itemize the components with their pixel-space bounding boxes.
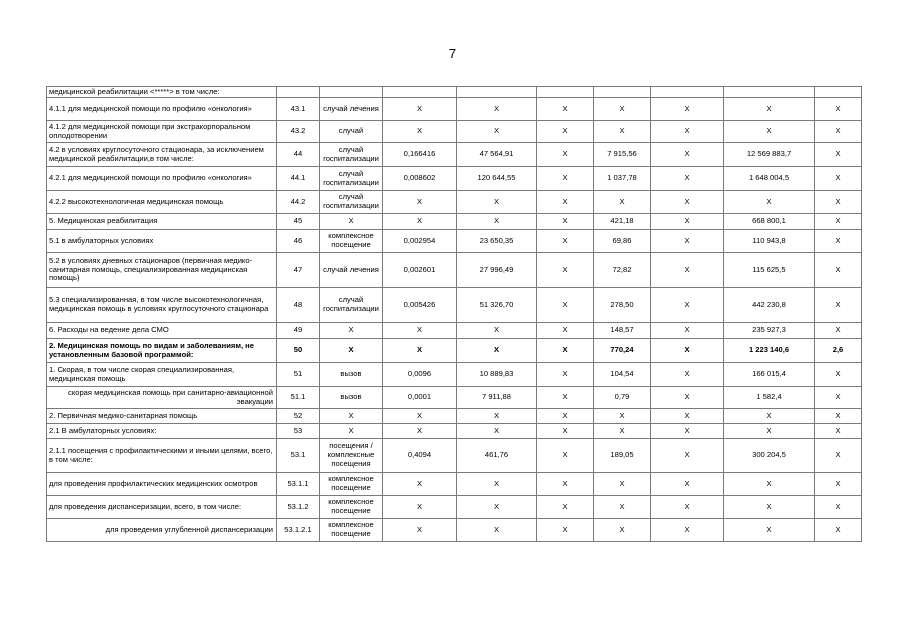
row-unit-cell: вызов [320, 387, 383, 409]
row-unit-cell: комплексное посещение [320, 496, 383, 519]
row-name-cell: 4.1.1 для медицинской помощи по профилю «онкология» [47, 98, 277, 121]
row-name-cell: 5.1 в амбулаторных условиях [47, 230, 277, 253]
row-per-capita-cell: X [594, 409, 651, 424]
row-col8-cell: X [651, 387, 724, 409]
row-rate-cell [383, 87, 457, 98]
row-rate-cell: X [383, 409, 457, 424]
table-row [47, 387, 862, 409]
row-code-cell: 53 [277, 424, 320, 439]
row-name-cell: скорая медицинская помощь при санитарно-авиационной эвакуации [47, 387, 277, 409]
row-name-cell: 2. Медицинская помощь по видам и заболеваниям, не установленным базовой программой: [47, 339, 277, 363]
row-total-cell: 300 204,5 [724, 439, 815, 473]
row-code-cell: 53.1.2.1 [277, 519, 320, 542]
row-name-cell: 5. Медицинская реабилитация [47, 214, 277, 230]
table-row [47, 98, 862, 121]
row-code-cell: 53.1.2 [277, 496, 320, 519]
row-rate-cell: 0,166416 [383, 143, 457, 167]
row-unit-cell: X [320, 424, 383, 439]
row-unit-cell: комплексное посещение [320, 519, 383, 542]
row-per-capita-cell: X [594, 519, 651, 542]
row-code-cell: 49 [277, 323, 320, 339]
row-rate-cell: X [383, 496, 457, 519]
row-total-cell: X [724, 424, 815, 439]
financing-table [46, 86, 862, 542]
row-col6-cell: X [537, 496, 594, 519]
table-row [47, 121, 862, 143]
row-col6-cell: X [537, 519, 594, 542]
row-name-cell: 1. Скорая, в том числе скорая специализированная, медицинская помощь [47, 363, 277, 387]
row-cost-cell: X [457, 496, 537, 519]
row-unit-cell: случай госпитализации [320, 191, 383, 214]
row-cost-cell [457, 87, 537, 98]
row-cost-cell: 27 996,49 [457, 253, 537, 288]
row-per-capita-cell: 104,54 [594, 363, 651, 387]
row-cost-cell: X [457, 339, 537, 363]
row-share-cell: X [815, 519, 862, 542]
row-per-capita-cell: 0,79 [594, 387, 651, 409]
row-rate-cell: X [383, 98, 457, 121]
row-name-cell: 4.2.2 высокотехнологичная медицинская помощь [47, 191, 277, 214]
row-col6-cell: X [537, 98, 594, 121]
row-cost-cell: 461,76 [457, 439, 537, 473]
row-per-capita-cell: 770,24 [594, 339, 651, 363]
row-total-cell: X [724, 473, 815, 496]
row-name-cell: 4.1.2 для медицинской помощи при экстракорпоральном оплодотворении [47, 121, 277, 143]
row-rate-cell: X [383, 191, 457, 214]
row-rate-cell: X [383, 339, 457, 363]
row-rate-cell: 0,002601 [383, 253, 457, 288]
row-name-cell: 5.3 специализированная, в том числе высокотехнологичная, медицинская помощь в условиях круглосуточного стационара [47, 288, 277, 323]
row-share-cell: X [815, 439, 862, 473]
row-col8-cell: X [651, 363, 724, 387]
row-unit-cell: X [320, 214, 383, 230]
row-rate-cell: 0,4094 [383, 439, 457, 473]
row-code-cell: 53.1 [277, 439, 320, 473]
row-col6-cell: X [537, 121, 594, 143]
table-row [47, 409, 862, 424]
row-unit-cell: вызов [320, 363, 383, 387]
row-cost-cell: X [457, 98, 537, 121]
row-name-cell: для проведения диспансеризации, всего, в том числе: [47, 496, 277, 519]
row-share-cell: X [815, 363, 862, 387]
row-share-cell: X [815, 409, 862, 424]
row-share-cell: X [815, 288, 862, 323]
table-row [47, 167, 862, 191]
table-row [47, 339, 862, 363]
row-rate-cell: X [383, 121, 457, 143]
row-unit-cell: случай лечения [320, 253, 383, 288]
row-col8-cell: X [651, 143, 724, 167]
row-col8-cell: X [651, 121, 724, 143]
row-share-cell [815, 87, 862, 98]
row-name-cell: 4.2 в условиях круглосуточного стационара, за исключением медицинской реабилитации,в том числе: [47, 143, 277, 167]
row-code-cell: 51 [277, 363, 320, 387]
row-col8-cell: X [651, 519, 724, 542]
row-col6-cell: X [537, 167, 594, 191]
row-unit-cell: комплексное посещение [320, 473, 383, 496]
row-cost-cell: X [457, 214, 537, 230]
row-rate-cell: X [383, 473, 457, 496]
table-row [47, 214, 862, 230]
row-rate-cell: X [383, 424, 457, 439]
row-cost-cell: 7 911,88 [457, 387, 537, 409]
row-col6-cell: X [537, 143, 594, 167]
row-unit-cell: комплексное посещение [320, 230, 383, 253]
row-col6-cell: X [537, 253, 594, 288]
row-code-cell: 44.2 [277, 191, 320, 214]
table-row [47, 424, 862, 439]
row-rate-cell: X [383, 323, 457, 339]
row-unit-cell: случай госпитализации [320, 167, 383, 191]
row-name-cell: 2.1.1 посещения с профилактическими и иными целями, всего, в том числе: [47, 439, 277, 473]
row-per-capita-cell: 189,05 [594, 439, 651, 473]
row-code-cell: 46 [277, 230, 320, 253]
row-share-cell: X [815, 98, 862, 121]
row-per-capita-cell: X [594, 496, 651, 519]
row-col8-cell: X [651, 409, 724, 424]
row-cost-cell: 47 564,91 [457, 143, 537, 167]
row-code-cell: 44 [277, 143, 320, 167]
row-per-capita-cell: 148,57 [594, 323, 651, 339]
table-row [47, 191, 862, 214]
row-col8-cell: X [651, 439, 724, 473]
row-code-cell: 47 [277, 253, 320, 288]
row-col6-cell: X [537, 323, 594, 339]
row-code-cell: 48 [277, 288, 320, 323]
row-cost-cell: X [457, 409, 537, 424]
row-unit-cell: X [320, 323, 383, 339]
row-name-cell: 6. Расходы на ведение дела СМО [47, 323, 277, 339]
table-row [47, 230, 862, 253]
row-col8-cell: X [651, 288, 724, 323]
row-share-cell: X [815, 424, 862, 439]
row-code-cell: 44.1 [277, 167, 320, 191]
row-code-cell: 50 [277, 339, 320, 363]
row-cost-cell: 51 326,70 [457, 288, 537, 323]
row-unit-cell: случай госпитализации [320, 288, 383, 323]
table-row [47, 253, 862, 288]
row-total-cell: 1 223 140,6 [724, 339, 815, 363]
row-total-cell: X [724, 121, 815, 143]
row-col8-cell [651, 87, 724, 98]
row-rate-cell: 0,0001 [383, 387, 457, 409]
row-per-capita-cell: X [594, 121, 651, 143]
row-unit-cell: посещения / комплексные посещения [320, 439, 383, 473]
table-row [47, 87, 862, 98]
row-name-cell: 5.2 в условиях дневных стационаров (первичная медико-санитарная помощь, специализированная медицинская помощь) [47, 253, 277, 288]
row-share-cell: X [815, 167, 862, 191]
row-cost-cell: X [457, 519, 537, 542]
row-total-cell: 235 927,3 [724, 323, 815, 339]
row-col6-cell: X [537, 363, 594, 387]
row-cost-cell: X [457, 473, 537, 496]
row-cost-cell: 23 650,35 [457, 230, 537, 253]
row-name-cell: медицинской реабилитации <*****> в том числе: [47, 87, 277, 98]
page-number: 7 [448, 46, 457, 61]
row-total-cell: 442 230,8 [724, 288, 815, 323]
row-rate-cell: X [383, 214, 457, 230]
row-col6-cell: X [537, 339, 594, 363]
row-unit-cell: X [320, 339, 383, 363]
row-name-cell: 2.1 В амбулаторных условиях: [47, 424, 277, 439]
row-col8-cell: X [651, 323, 724, 339]
row-rate-cell: 0,0096 [383, 363, 457, 387]
row-name-cell: 2. Первичная медико-санитарная помощь [47, 409, 277, 424]
row-per-capita-cell: X [594, 98, 651, 121]
row-per-capita-cell: 7 915,56 [594, 143, 651, 167]
row-col6-cell: X [537, 230, 594, 253]
row-total-cell: X [724, 496, 815, 519]
row-col6-cell: X [537, 439, 594, 473]
row-col8-cell: X [651, 339, 724, 363]
row-cost-cell: X [457, 424, 537, 439]
row-per-capita-cell: X [594, 424, 651, 439]
row-share-cell: X [815, 496, 862, 519]
row-per-capita-cell: 421,18 [594, 214, 651, 230]
row-cost-cell: X [457, 191, 537, 214]
row-col6-cell: X [537, 214, 594, 230]
row-code-cell: 52 [277, 409, 320, 424]
row-per-capita-cell: X [594, 191, 651, 214]
row-col6-cell: X [537, 409, 594, 424]
row-total-cell: X [724, 191, 815, 214]
table-row [47, 473, 862, 496]
row-total-cell: 1 582,4 [724, 387, 815, 409]
row-share-cell: X [815, 143, 862, 167]
row-col8-cell: X [651, 230, 724, 253]
row-col6-cell: X [537, 191, 594, 214]
row-col8-cell: X [651, 191, 724, 214]
row-col8-cell: X [651, 98, 724, 121]
row-code-cell [277, 87, 320, 98]
row-share-cell: 2,6 [815, 339, 862, 363]
row-cost-cell: X [457, 323, 537, 339]
row-col6-cell: X [537, 473, 594, 496]
row-cost-cell: 120 644,55 [457, 167, 537, 191]
row-col8-cell: X [651, 496, 724, 519]
row-share-cell: X [815, 121, 862, 143]
row-unit-cell: случай лечения [320, 98, 383, 121]
table-row [47, 439, 862, 473]
row-name-cell: для проведения профилактических медицинских осмотров [47, 473, 277, 496]
row-unit-cell [320, 87, 383, 98]
row-col6-cell [537, 87, 594, 98]
row-total-cell: X [724, 519, 815, 542]
row-unit-cell: случай [320, 121, 383, 143]
row-code-cell: 43.2 [277, 121, 320, 143]
row-code-cell: 45 [277, 214, 320, 230]
row-col8-cell: X [651, 253, 724, 288]
row-col8-cell: X [651, 424, 724, 439]
row-rate-cell: 0,005426 [383, 288, 457, 323]
row-share-cell: X [815, 191, 862, 214]
row-total-cell: 166 015,4 [724, 363, 815, 387]
row-total-cell: 12 569 883,7 [724, 143, 815, 167]
row-unit-cell: случай госпитализации [320, 143, 383, 167]
row-code-cell: 51.1 [277, 387, 320, 409]
row-rate-cell: 0,008602 [383, 167, 457, 191]
row-rate-cell: 0,002954 [383, 230, 457, 253]
row-per-capita-cell: 69,86 [594, 230, 651, 253]
row-per-capita-cell: 1 037,78 [594, 167, 651, 191]
row-unit-cell: X [320, 409, 383, 424]
row-col8-cell: X [651, 214, 724, 230]
row-total-cell: 668 800,1 [724, 214, 815, 230]
row-per-capita-cell: 278,50 [594, 288, 651, 323]
row-cost-cell: 10 889,83 [457, 363, 537, 387]
table-row [47, 363, 862, 387]
table-row [47, 519, 862, 542]
row-per-capita-cell [594, 87, 651, 98]
row-rate-cell: X [383, 519, 457, 542]
row-total-cell: X [724, 409, 815, 424]
row-col6-cell: X [537, 288, 594, 323]
table-row [47, 496, 862, 519]
row-share-cell: X [815, 387, 862, 409]
row-total-cell [724, 87, 815, 98]
row-total-cell: 110 943,8 [724, 230, 815, 253]
table-row [47, 143, 862, 167]
row-total-cell: X [724, 98, 815, 121]
row-share-cell: X [815, 230, 862, 253]
row-col8-cell: X [651, 473, 724, 496]
row-name-cell: 4.2.1 для медицинской помощи по профилю «онкология» [47, 167, 277, 191]
row-col6-cell: X [537, 387, 594, 409]
table-row [47, 323, 862, 339]
row-total-cell: 1 648 004,5 [724, 167, 815, 191]
row-share-cell: X [815, 473, 862, 496]
row-share-cell: X [815, 323, 862, 339]
row-per-capita-cell: X [594, 473, 651, 496]
row-code-cell: 53.1.1 [277, 473, 320, 496]
row-code-cell: 43.1 [277, 98, 320, 121]
row-per-capita-cell: 72,82 [594, 253, 651, 288]
row-share-cell: X [815, 253, 862, 288]
row-cost-cell: X [457, 121, 537, 143]
row-col6-cell: X [537, 424, 594, 439]
row-col8-cell: X [651, 167, 724, 191]
row-name-cell: для проведения углубленной диспансеризации [47, 519, 277, 542]
row-total-cell: 115 625,5 [724, 253, 815, 288]
row-share-cell: X [815, 214, 862, 230]
table-row [47, 288, 862, 323]
